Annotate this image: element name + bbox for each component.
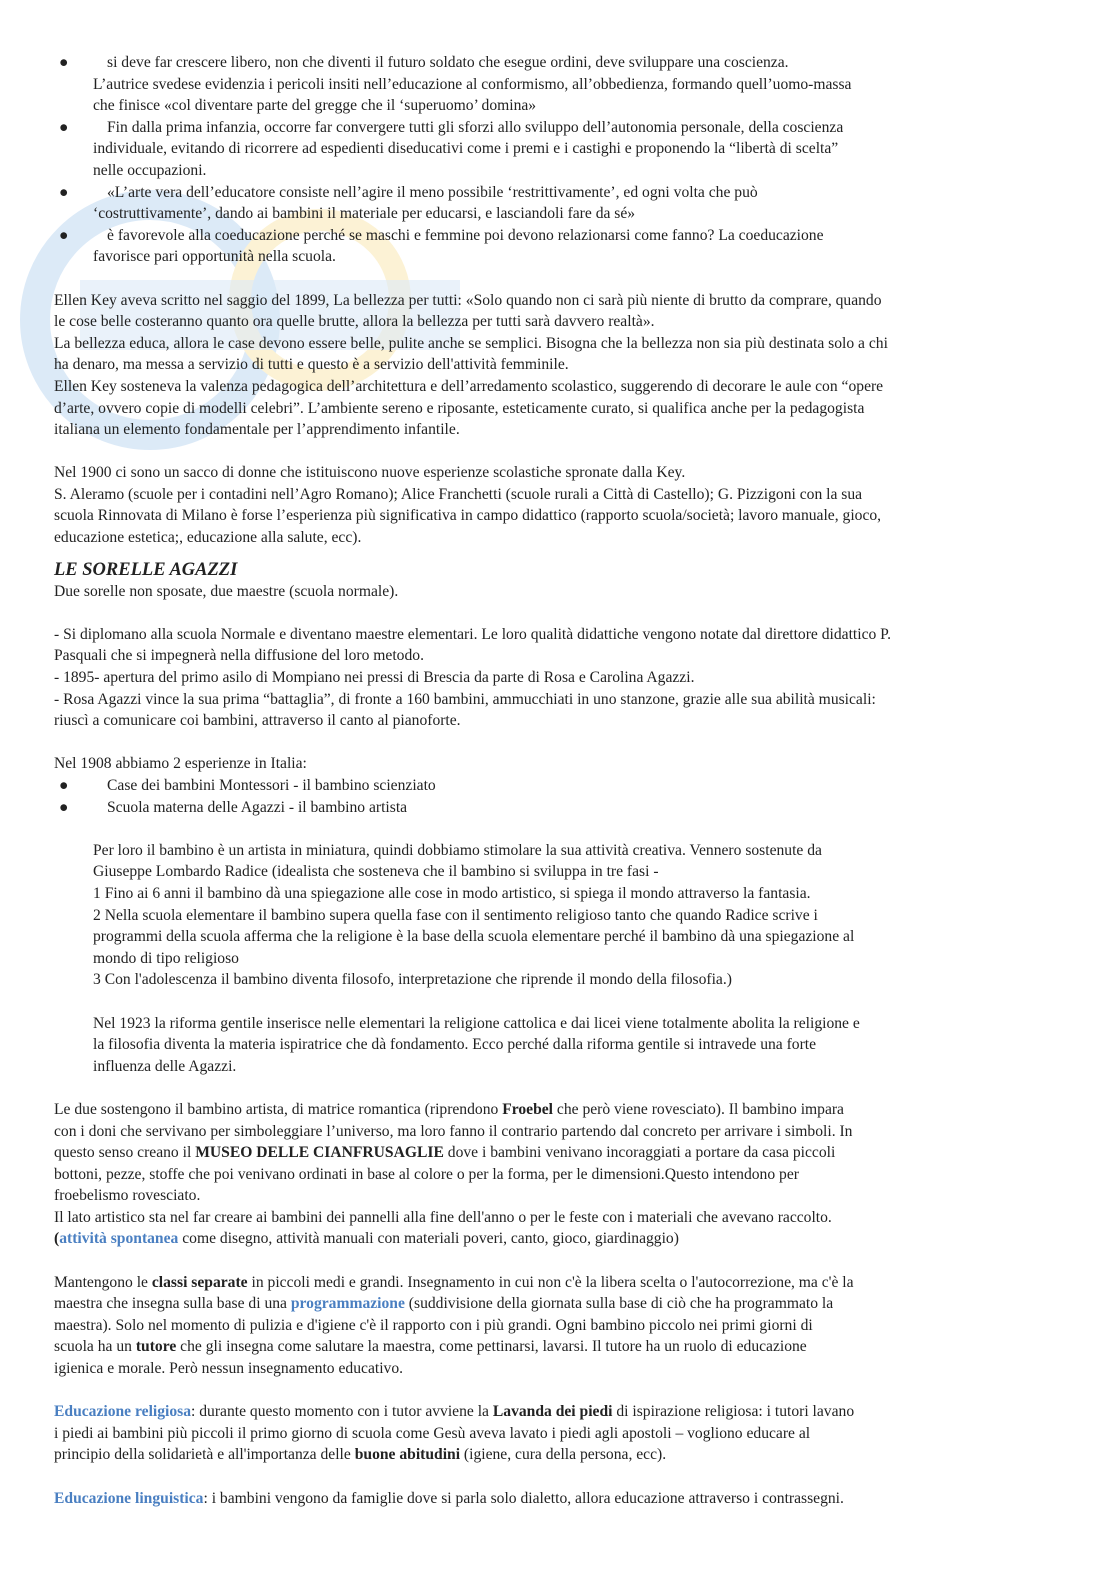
froebel-term: Froebel bbox=[502, 1100, 554, 1118]
linguistica-label: Educazione linguistica bbox=[54, 1489, 204, 1507]
paragraph-bambino-artista bbox=[54, 1099, 1074, 1250]
paragraph-ellen-key bbox=[54, 290, 1074, 441]
text-line: bottoni, pezze, stoffe che poi venivano ordinati in base al colore o per la forma, per le dimensioni.Questo intendono per bbox=[54, 1165, 799, 1183]
abitudini-term: buone abitudini bbox=[354, 1446, 461, 1464]
text-line: Ellen Key sosteneva la valenza pedagogica dell’architettura e dell’arredamento scolastico, suggerendo di decorare le aule con “opere bbox=[54, 377, 884, 395]
text-line: riuscì a comunicare coi bambini, attraverso il canto al pianoforte. bbox=[54, 712, 461, 730]
bullet-icon: ● bbox=[59, 226, 69, 244]
text-line: 1 Fino ai 6 anni il bambino dà una spiegazione alle cose in modo artistico, si spiega il mondo attraverso la fantasia. bbox=[93, 884, 811, 902]
bullet-list-key bbox=[54, 52, 1074, 268]
text-line: scuola ha un tutore che gli insegna come salutare la maestra, come pettinarsi, lavarsi. Il tutore ha un ruolo di educazione bbox=[54, 1338, 807, 1356]
text-line: Nel 1923 la riforma gentile inserisce nelle elementari la religione cattolica e dai licei viene totalmente abolita la religione e bbox=[93, 1014, 860, 1032]
paragraph-1908: Nel 1908 abbiamo 2 esperienze in Italia: bbox=[54, 755, 307, 773]
paragraph-religiosa bbox=[54, 1401, 1074, 1466]
bullet-icon: ● bbox=[59, 798, 69, 816]
list-item-text: L’autrice svedese evidenzia i pericoli insiti nell’educazione al conformismo, all’obbedienza, formando quell’uomo-massa bbox=[93, 75, 852, 93]
paragraph-classi bbox=[54, 1272, 1074, 1380]
list-item-text: individuale, evitando di ricorrere ad espedienti diseducativi come i premi e i castighi e proponendo la “libertà di scelta” bbox=[93, 140, 839, 158]
list-item-text: si deve far crescere libero, non che diventi il futuro soldato che esegue ordini, deve sviluppare una coscienza. bbox=[107, 54, 789, 71]
text-line: - Rosa Agazzi vince la sua prima “battaglia”, di fronte a 160 bambini, ammucchiati in uno stanzone, grazie alle sua abilità musicali: bbox=[54, 690, 876, 708]
text-line: influenza delle Agazzi. bbox=[93, 1057, 237, 1075]
text-line: 3 Con l'adolescenza il bambino diventa filosofo, interpretazione che riprende il mondo della filosofia.) bbox=[93, 971, 732, 989]
list-item bbox=[54, 182, 1074, 225]
text-line: 2 Nella scuola elementare il bambino supera quella fase con il sentimento religioso tanto che quando Radice scrive i bbox=[93, 906, 818, 924]
paragraph-1900 bbox=[54, 462, 1074, 548]
text-line: maestra). Solo nel momento di pulizia e d'igiene c'è il rapporto con i più grandi. Ogni bambino piccolo nei primi giorni di bbox=[54, 1316, 813, 1334]
list-item-text: nelle occupazioni. bbox=[93, 161, 207, 179]
text-line: italiana un elemento fondamentale per l’apprendimento infantile. bbox=[54, 421, 460, 439]
text-line: Il lato artistico sta nel far creare ai bambini dei pannelli alla fine dell'anno o per le feste con i materiali che avevano raccolto. bbox=[54, 1208, 832, 1226]
list-item-text: Case dei bambini Montessori - il bambino scienziato bbox=[107, 777, 436, 794]
bullet-icon: ● bbox=[59, 118, 69, 136]
list-item-text: è favorevole alla coeducazione perché se maschi e femmine poi devono relazionarsi come fanno? La coeducazione bbox=[107, 226, 824, 244]
section-subheading: Due sorelle non sposate, due maestre (scuola normale). bbox=[54, 582, 399, 600]
lavanda-term: Lavanda dei piedi bbox=[492, 1403, 613, 1421]
text-line: educazione estetica;, educazione alla salute, ecc). bbox=[54, 529, 362, 547]
bullet-icon: ● bbox=[59, 54, 69, 71]
text-line: Per loro il bambino è un artista in miniatura, quindi dobbiamo stimolare la sua attività creativa. Vennero sostenute da bbox=[93, 841, 822, 859]
museo-term: MUSEO DELLE CIANFRUSAGLIE bbox=[195, 1144, 444, 1162]
list-item-text: che finisce «col diventare parte del gregge che il ‘superuomo’ domina» bbox=[93, 97, 537, 115]
list-item bbox=[54, 52, 1074, 117]
list-item-text: Scuola materna delle Agazzi - il bambino artista bbox=[107, 798, 408, 816]
text-line: le cose belle costeranno quanto ora quelle brutte, allora la bellezza per tutti sarà davvero realtà». bbox=[54, 313, 655, 331]
text-line: Pasquali che si impegnerà nella diffusione del loro metodo. bbox=[54, 647, 424, 665]
list-item bbox=[54, 225, 1074, 268]
religiosa-label: Educazione religiosa bbox=[54, 1403, 192, 1421]
text-line: maestra che insegna sulla base di una programmazione (suddivisione della giornata sulla base di ciò che ha programmato la bbox=[54, 1295, 834, 1313]
text-line: i piedi ai bambini più piccoli il primo giorno di scuola come Gesù aveva lavato i piedi agli apostoli – vogliono educare al bbox=[54, 1424, 811, 1442]
text-line: Giuseppe Lombardo Radice (idealista che sosteneva che il bambino si sviluppa in tre fasi - bbox=[93, 863, 659, 881]
list-item-text: ‘costruttivamente’, dando ai bambini il materiale per educarsi, e lasciandoli fare da sé» bbox=[93, 205, 636, 223]
programmazione-term: programmazione bbox=[290, 1295, 405, 1313]
document-page bbox=[54, 52, 1074, 1509]
list-item bbox=[54, 775, 1074, 797]
paragraph-linguistica bbox=[54, 1488, 1074, 1510]
text-line: - Si diplomano alla scuola Normale e diventano maestre elementari. Le loro qualità didattiche vengono notate dal direttore didattico P. bbox=[54, 625, 892, 643]
bullet-icon: ● bbox=[59, 183, 69, 201]
list-item-text: «L’arte vera dell’educatore consiste nell’agire il meno possibile ‘restrittivamente’, ed ogni volta che può bbox=[107, 183, 758, 201]
list-item-text: favorisce pari opportunità nella scuola. bbox=[93, 248, 336, 266]
bullet-icon: ● bbox=[59, 777, 69, 794]
text-line: ha denaro, ma messa a servizio di tutti e questo è a servizio dell'attività femminile. bbox=[54, 356, 569, 374]
text-line: la filosofia diventa la materia ispiratrice che dà fondamento. Ecco perché dalla riforma gentile si intravede una forte bbox=[93, 1036, 817, 1054]
text-line: La bellezza educa, allora le case devono essere belle, pulite anche se semplici. Bisogna che la bellezza non sia più destinata solo a chi bbox=[54, 334, 888, 352]
text-line: con i doni che servivano per simboleggiare l’universo, ma loro fanno il contrario partendo dal concreto per arrivare i simboli. In bbox=[54, 1122, 853, 1140]
list-item-text: Fin dalla prima infanzia, occorre far convergere tutti gli sforzi allo sviluppo dell’autonomia personale, della coscienza bbox=[107, 118, 844, 136]
text-line: principio della solidarietà e all'importanza delle buone abitudini (igiene, cura della persona, ecc). bbox=[54, 1446, 667, 1464]
dash-list bbox=[54, 624, 1074, 732]
text-line: questo senso creano il MUSEO DELLE CIANFRUSAGLIE dove i bambini venivano incoraggiati a portare da casa piccoli bbox=[54, 1144, 836, 1162]
text-line: d’arte, ovvero copie di modelli celebri”. L’ambiente sereno e riposante, esteticamente curato, si qualifica anche per la pedagogista bbox=[54, 399, 865, 417]
text-line: mondo di tipo religioso bbox=[93, 949, 239, 967]
tutore-term: tutore bbox=[135, 1338, 177, 1356]
list-item bbox=[54, 797, 1074, 819]
text-line: Ellen Key aveva scritto nel saggio del 1899, La bellezza per tutti: «Solo quando non ci sarà più niente di brutto da comprare, quando bbox=[54, 291, 882, 309]
classi-term: classi separate bbox=[151, 1273, 248, 1291]
text-line: S. Aleramo (scuole per i contadini nell’Agro Romano); Alice Franchetti (scuole rurali a Città di Castello); G. Pizzigoni con la sua bbox=[54, 485, 863, 503]
text-line: Nel 1900 ci sono un sacco di donne che istituiscono nuove esperienze scolastiche spronate dalla Key. bbox=[54, 464, 686, 482]
spontanea-term: attività spontanea bbox=[59, 1230, 179, 1248]
text-line: Educazione linguistica: i bambini vengono da famiglie dove si parla solo dialetto, allora educazione attraverso i contrassegni. bbox=[54, 1489, 844, 1507]
text-line: Le due sostengono il bambino artista, di matrice romantica (riprendono Froebel che però viene rovesciato). Il bambino impara bbox=[54, 1100, 844, 1118]
text-line: programmi della scuola afferma che la religione è la base della scuola elementare perché il bambino dà una spiegazione al bbox=[93, 928, 855, 946]
text-line: froebelismo rovesciato. bbox=[54, 1187, 201, 1205]
text-line: Mantengono le classi separate in piccoli medi e grandi. Insegnamento in cui non c'è la libera scelta o l'autocorrezione, ma c'è la bbox=[54, 1273, 854, 1291]
text-line: Educazione religiosa: durante questo momento con i tutor avviene la Lavanda dei piedi di ispirazione religiosa: i tutori lavano bbox=[54, 1403, 855, 1421]
text-line: scuola Rinnovata di Milano è forse l’esperienza più significativa in campo didattico (rapporto scuola/società; lavoro manuale, gioco, bbox=[54, 507, 882, 525]
list-item bbox=[54, 117, 1074, 182]
text-line: igienica e morale. Però nessun insegnamento educativo. bbox=[54, 1360, 404, 1378]
section-heading: LE SORELLE AGAZZI bbox=[54, 559, 238, 580]
text-line: - 1895- apertura del primo asilo di Mompiano nei pressi di Brescia da parte di Rosa e Carolina Agazzi. bbox=[54, 669, 695, 687]
text-line: (attività spontanea come disegno, attività manuali con materiali poveri, canto, gioco, giardinaggio) bbox=[54, 1230, 679, 1248]
indented-block-radice bbox=[54, 840, 1074, 1078]
